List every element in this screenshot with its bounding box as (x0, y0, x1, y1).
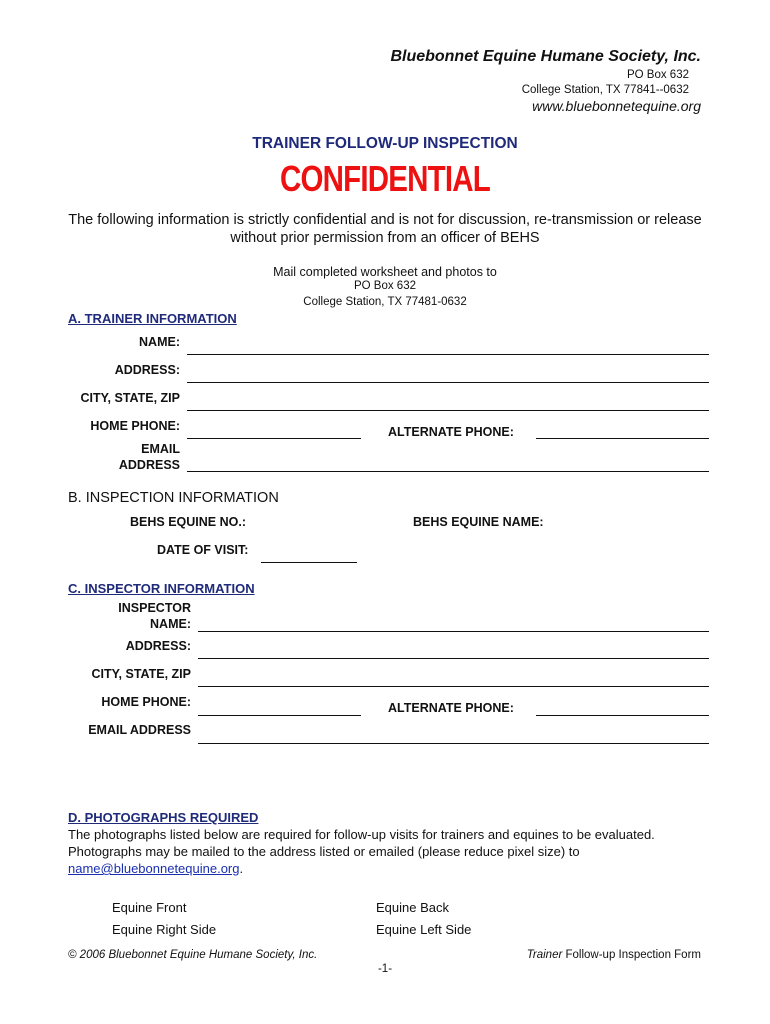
footer-form-rest: Follow-up Inspection Form (562, 949, 701, 961)
footer-form-italic: Trainer (526, 949, 563, 961)
trainer-alt-phone-label: ALTERNATE PHONE: (388, 425, 514, 439)
organization-name: Bluebonnet Equine Humane Society, Inc. (390, 48, 701, 65)
equine-name-label: BEHS EQUINE NAME: (413, 515, 544, 529)
inspector-home-phone-label: HOME PHONE: (101, 695, 191, 709)
date-of-visit-field[interactable] (261, 562, 357, 563)
section-b-heading: B. INSPECTION INFORMATION (68, 490, 279, 506)
org-city-line: College Station, TX 77841--0632 (521, 84, 689, 96)
mail-po-box: PO Box 632 (353, 280, 416, 292)
trainer-name-label: NAME: (139, 335, 180, 349)
photographs-text: The photographs listed below are required for follow-up visits for trainers and equines to be evaluated. Photographs may be mailed to the address listed or emailed (please reduce pixel size) to (68, 827, 655, 859)
photo-equine-front: Equine Front (112, 900, 187, 915)
photo-equine-back: Equine Back (376, 900, 449, 915)
date-of-visit-label: DATE OF VISIT: (157, 543, 249, 557)
inspector-name-label-line1: INSPECTOR (118, 601, 191, 615)
inspector-alt-phone-field[interactable] (536, 715, 709, 716)
trainer-alt-phone-field[interactable] (536, 438, 709, 439)
section-d-heading: D. PHOTOGRAPHS REQUIRED (68, 810, 259, 825)
mail-city-line: College Station, TX 77481-0632 (303, 296, 467, 308)
contact-email-link[interactable]: name@bluebonnetequine.org (68, 861, 240, 876)
org-website: www.bluebonnetequine.org (532, 98, 701, 114)
inspector-address-label: ADDRESS: (125, 639, 191, 653)
mail-instruction: Mail completed worksheet and photos to (273, 265, 497, 279)
trainer-address-field[interactable] (187, 382, 709, 383)
inspector-email-label: EMAIL ADDRESS (88, 723, 191, 737)
inspector-city-field[interactable] (198, 686, 709, 687)
page-number: -1- (377, 963, 393, 975)
inspector-email-field[interactable] (198, 743, 709, 744)
section-c-heading: C. INSPECTOR INFORMATION (68, 581, 255, 596)
inspector-city-label: CITY, STATE, ZIP (91, 667, 191, 681)
section-a-heading: A. TRAINER INFORMATION (68, 311, 237, 326)
trainer-city-field[interactable] (187, 410, 709, 411)
footer-form-name (527, 949, 701, 961)
inspector-name-label (118, 600, 191, 632)
trainer-home-phone-label: HOME PHONE: (90, 419, 180, 433)
inspector-alt-phone-label: ALTERNATE PHONE: (388, 701, 514, 715)
trainer-email-field[interactable] (187, 471, 709, 472)
photographs-text-end: . (239, 861, 244, 876)
equine-no-label: BEHS EQUINE NO.: (130, 515, 246, 529)
photo-equine-right-side: Equine Right Side (112, 922, 217, 937)
trainer-email-label-line1: EMAIL (141, 442, 180, 456)
inspector-name-label-line2: NAME: (150, 617, 191, 631)
inspector-address-field[interactable] (198, 658, 709, 659)
photographs-instructions (68, 826, 708, 877)
photo-equine-left-side: Equine Left Side (376, 922, 472, 937)
trainer-home-phone-field[interactable] (187, 438, 361, 439)
inspector-name-field[interactable] (198, 631, 709, 632)
trainer-address-label: ADDRESS: (114, 363, 180, 377)
confidential-stamp: CONFIDENTIAL (280, 158, 490, 199)
footer-copyright: © 2006 Bluebonnet Equine Humane Society, Inc. (68, 949, 318, 961)
trainer-email-label (119, 441, 180, 473)
confidentiality-notice: The following information is strictly confidential and is not for discussion, re-transmission or release without prior permission from an officer of BEHS (68, 212, 702, 246)
inspector-home-phone-field[interactable] (198, 715, 361, 716)
org-po-box: PO Box 632 (626, 69, 689, 81)
trainer-email-label-line2: ADDRESS (118, 458, 180, 472)
form-title: TRAINER FOLLOW-UP INSPECTION (252, 135, 518, 152)
trainer-city-label: CITY, STATE, ZIP (80, 391, 180, 405)
trainer-name-field[interactable] (187, 354, 709, 355)
